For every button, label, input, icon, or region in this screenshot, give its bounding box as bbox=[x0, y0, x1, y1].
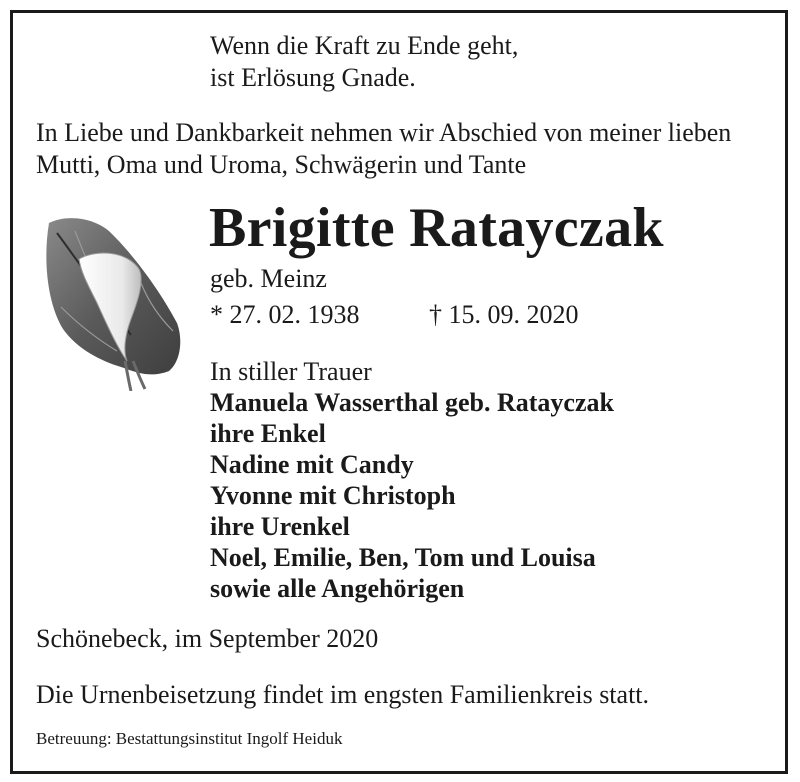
funeral-note: Die Urnenbeisetzung findet im engsten Familienkreis statt. bbox=[36, 680, 650, 709]
mourners-heading: In stiller Trauer bbox=[210, 357, 372, 386]
mourner-line: Nadine mit Candy bbox=[210, 450, 414, 479]
intro-line-2: Mutti, Oma und Uroma, Schwägerin und Tante bbox=[36, 150, 527, 179]
motto-line-1: Wenn die Kraft zu Ende geht, bbox=[210, 31, 519, 60]
deceased-name: Brigitte Ratayczak bbox=[209, 197, 664, 259]
mourner-line: ihre Urenkel bbox=[210, 512, 350, 541]
undertaker-credit: Betreuung: Bestattungsinstitut Ingolf Heiduk bbox=[36, 729, 343, 748]
intro-line-1: In Liebe und Dankbarkeit nehmen wir Abschied von meiner lieben bbox=[36, 118, 732, 147]
birth-name: geb. Meinz bbox=[210, 264, 327, 293]
death-date: † 15. 09. 2020 bbox=[429, 300, 579, 329]
birth-date: * 27. 02. 1938 bbox=[210, 300, 360, 329]
place-date: Schönebeck, im September 2020 bbox=[36, 624, 379, 653]
mourner-line: ihre Enkel bbox=[210, 419, 326, 448]
motto-line-2: ist Erlösung Gnade. bbox=[210, 63, 416, 92]
mourner-line: Noel, Emilie, Ben, Tom und Louisa bbox=[210, 543, 596, 572]
mourner-line: Yvonne mit Christoph bbox=[210, 481, 456, 510]
calla-lily-image bbox=[41, 211, 186, 391]
mourner-line: Manuela Wasserthal geb. Ratayczak bbox=[210, 388, 614, 417]
obituary-notice bbox=[10, 10, 788, 774]
mourner-line: sowie alle Angehörigen bbox=[210, 574, 465, 603]
